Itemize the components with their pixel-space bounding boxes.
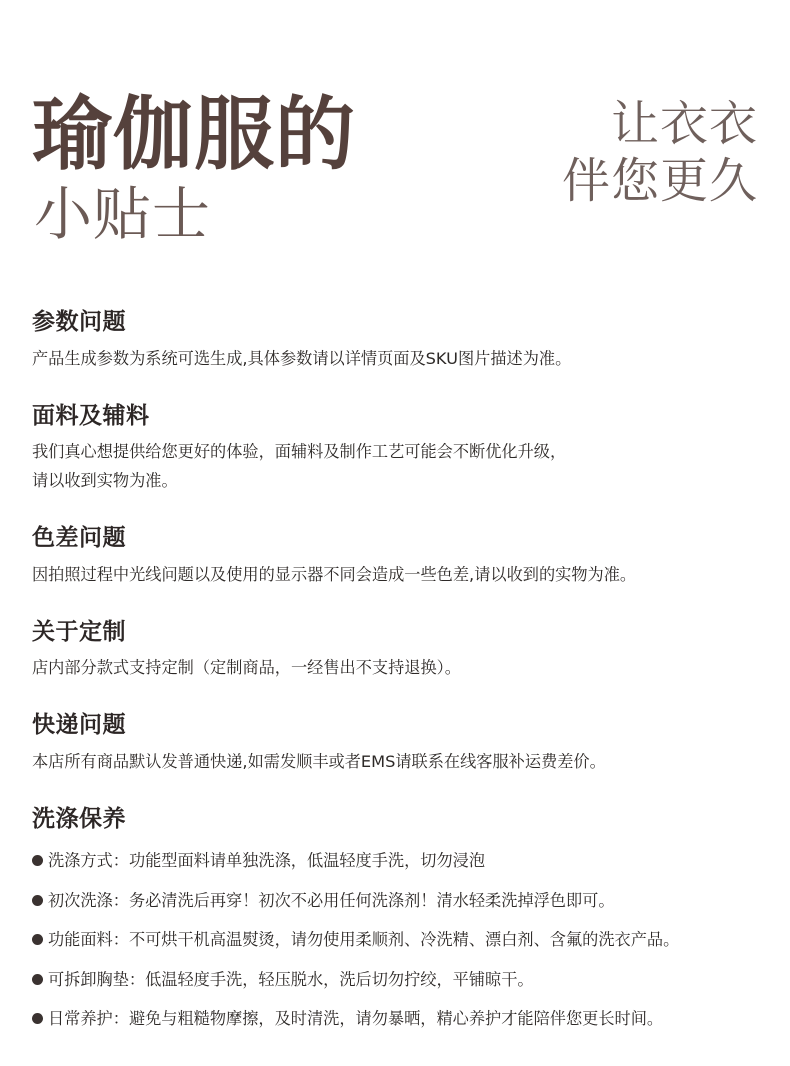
care-item-text: 不可烘干机高温熨烫，请勿使用柔顺剂、冷洗精、漂白剂、含氟的洗衣产品。: [128, 930, 680, 950]
care-item-text: 功能型面料请单独洗涤，低温轻度手洗，切勿浸泡: [128, 851, 486, 871]
care-item-text: 务必清洗后再穿！初次不必用任何洗涤剂！清水轻柔洗掉浮色即可。: [128, 890, 615, 910]
section-body-line-1: 我们真心想提供给您更好的体验，面辅料及制作工艺可能会不断优化升级，: [32, 442, 567, 462]
section-body-line-2: 请以收到实物为准。: [32, 471, 178, 491]
slogan-line-2: 伴您更久: [561, 152, 758, 209]
care-item-label: 初次洗涤：: [48, 890, 129, 910]
section-shipping: [32, 711, 767, 777]
care-item-functional-fabric: [32, 926, 767, 954]
section-body: 因拍照过程中光线问题以及使用的显示器不同会造成一些色差,请以收到的实物为准。: [32, 564, 637, 584]
section-heading: 快递问题: [32, 712, 126, 739]
care-item-first-wash: [32, 887, 767, 915]
bullet-icon: [32, 974, 43, 985]
tips-content: [32, 308, 767, 1044]
care-list: [32, 847, 767, 1033]
bullet-icon: [32, 1013, 43, 1024]
care-item-label: 日常养护：: [48, 1008, 129, 1028]
hero-title: 瑜伽服的: [32, 88, 356, 181]
section-heading: 洗涤保养: [32, 805, 126, 832]
section-heading: 色差问题: [32, 524, 126, 551]
care-item-text: 低温轻度手洗，轻压脱水，洗后切勿拧绞，平铺晾干。: [145, 969, 534, 989]
section-customization: [32, 618, 767, 684]
slogan: [562, 96, 758, 209]
care-item-label: 洗涤方式：: [48, 851, 129, 871]
section-heading: 面料及辅料: [32, 402, 150, 429]
slogan-line-1: 让衣衣: [610, 96, 758, 152]
care-item-text: 避免与粗糙物摩擦，及时清洗，请勿暴晒，精心养护才能陪伴您更长时间。: [128, 1008, 664, 1028]
section-fabric: [32, 402, 767, 496]
care-item-label: 功能面料：: [48, 930, 129, 950]
care-item-removable-pad: [32, 966, 767, 994]
section-parameters: [32, 308, 767, 374]
bullet-icon: [32, 855, 43, 866]
bullet-icon: [32, 895, 43, 906]
hero-subtitle: 小贴士: [34, 180, 212, 248]
bullet-icon: [32, 934, 43, 945]
section-care: [32, 805, 767, 1033]
section-body: [32, 438, 767, 496]
section-color-difference: [32, 524, 767, 590]
care-item-daily-care: [32, 1005, 767, 1033]
care-item-label: 可拆卸胸垫：: [48, 969, 146, 989]
section-body: 店内部分款式支持定制（定制商品，一经售出不支持退换）。: [32, 658, 461, 678]
section-heading: 参数问题: [32, 309, 126, 335]
care-item-wash-method: [32, 847, 767, 875]
section-heading: 关于定制: [32, 618, 126, 645]
section-body: 本店所有商品默认发普通快递,如需发顺丰或者EMS请联系在线客服补运费差价。: [32, 751, 606, 771]
section-body: 产品生成参数为系统可选生成,具体参数请以详情页面及SKU图片描述为准。: [32, 348, 572, 368]
